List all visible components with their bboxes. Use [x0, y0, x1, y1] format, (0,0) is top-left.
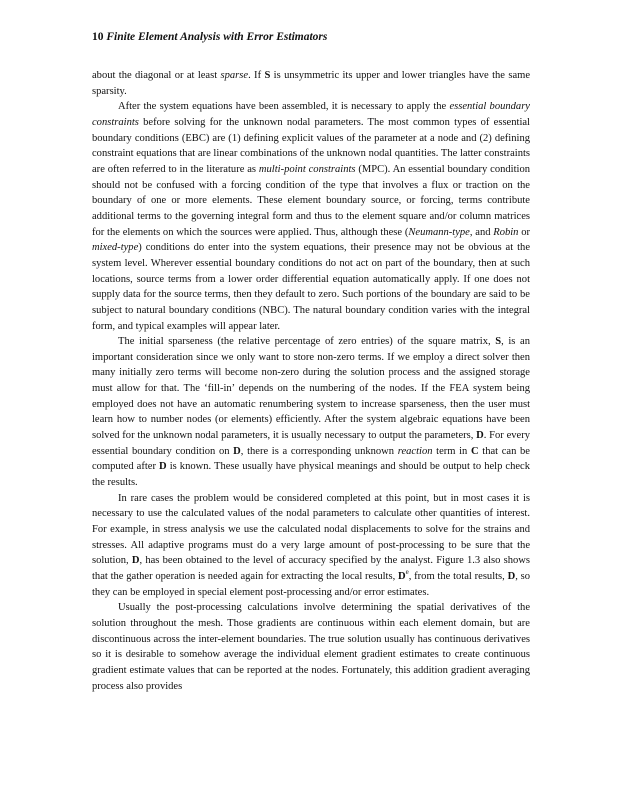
text-run: or	[518, 226, 530, 238]
text-run: , is an important consideration since we only want to store non-zero terms. If we employ a direct solver then many initially zero terms will become non-zero during the solution process and the assigned storage must allow for that. The ‘fill-in’ depends on the numbering of the nodes. If the FEA system being employed does not have an automatic renumbering system to increase sparseness, then the user must learn how to number nodes (or elements) efficiently. After the system algebraic equations have been solved for the unknown nodal parameters, it is usually necessary to output the parameters,	[92, 336, 530, 442]
emphasis-text: Robin	[493, 226, 519, 238]
text-run: is known. These usually have physical meanings and should be output to help check the results.	[92, 461, 530, 489]
text-run: . For every essential boundary condition on	[92, 430, 530, 457]
math-symbol: S	[264, 70, 271, 81]
text-run: . If	[248, 70, 265, 81]
text-run: before solving for the unknown nodal parameters. The most common types of essential boundary conditions (EBC) are (1) defining explicit values of the parameter at a node and (2) defining constraint equations that are linear combinations of the unknown nodal quantities. The latter constraints are often referred to in the literature as	[92, 116, 530, 175]
math-symbol: C	[471, 445, 479, 457]
running-header	[92, 30, 532, 44]
emphasis-text: sparse	[220, 70, 249, 81]
page-number: 10	[92, 31, 104, 43]
emphasis-text: reaction	[397, 445, 433, 457]
body-text	[92, 68, 530, 694]
paragraph	[92, 491, 530, 601]
superscript: e	[405, 568, 409, 576]
emphasis-text: essential boundary constraints	[92, 101, 530, 128]
math-symbol: D	[131, 555, 140, 567]
paragraph	[92, 600, 530, 694]
text-run: After the system equations have been assembled, it is necessary to apply the	[118, 101, 450, 113]
text-run: , has been obtained to the level of accuracy specified by the analyst. Figure 1.3 also shows that the gather operation is needed again for extracting the local results,	[92, 555, 530, 582]
text-run: The initial sparseness (the relative percentage of zero entries) of the square matrix,	[118, 336, 496, 348]
math-symbol: D	[398, 571, 406, 582]
math-symbol: D	[507, 571, 516, 582]
text-run: about the diagonal or at least	[92, 70, 221, 81]
paragraph	[92, 334, 530, 491]
text-run: , there is a corresponding unknown	[240, 445, 398, 457]
text-run: , and	[469, 226, 494, 238]
running-title: Finite Element Analysis with Error Estimators	[106, 31, 328, 43]
paragraph	[92, 68, 530, 99]
math-symbol: D	[159, 461, 167, 473]
math-symbol: D	[233, 445, 241, 457]
math-symbol: S	[495, 336, 502, 348]
text-run: , from the total results,	[408, 571, 508, 582]
text-run: (MPC). An essential boundary condition should not be confused with a forcing condition of the type that involves a flux or traction on the boundary of one or more elements. These element boundary source, or forcing, terms contribute additional terms to the governing integral form and thus to the element square and/or column matrices for the elements on which the sources were applied. Thus, although these (	[92, 163, 531, 238]
text-run: that can be computed after	[92, 445, 530, 473]
text-run: ) conditions do enter into the system equations, their presence may not be obvious at the system level. Wherever essential boundary conditions do not act on part of the boundary, then at such locations, source terms from a lower order differential equation automatically apply. If one does not supply data for the source terms, then they default to zero. Such portions of the boundary are said to be subject to natural boundary conditions (NBC). The natural boundary condition varies with the integral form, and typical examples will appear later.	[92, 242, 530, 332]
emphasis-text: Neumann-type	[408, 226, 470, 238]
text-run: , so they can be employed in special element post-processing and/or error estimates.	[92, 571, 530, 598]
text-run: term in	[432, 445, 471, 457]
paragraph	[92, 99, 530, 334]
text-run: Usually the post-processing calculations involve determining the spatial derivatives of the solution throughout the mesh. Those gradients are continuous within each element domain, but are discontinuous across the inter-element boundaries. The true solution usually has continuous derivatives so it is desirable to somehow average the individual element gradient estimates to create continuous gradient estimate values that can be reported at the nodes. Fortunately, this addition gradient averaging process also provides	[92, 602, 530, 692]
emphasis-text: multi-point constraints	[258, 163, 356, 175]
emphasis-text: mixed-type	[92, 242, 139, 254]
text-run: is unsymmetric its upper and lower triangles have the same sparsity.	[92, 70, 531, 97]
math-symbol: D	[476, 430, 484, 442]
text-run: In rare cases the problem would be considered completed at this point, but in most cases it is necessary to use the calculated values of the nodal parameters to calculate other quantities of interest. For example, in stress analysis we use the calculated nodal displacements to solve for the strains and stresses. All adaptive programs must do a very large amount of post-processing to be sure that the solution,	[92, 492, 530, 567]
